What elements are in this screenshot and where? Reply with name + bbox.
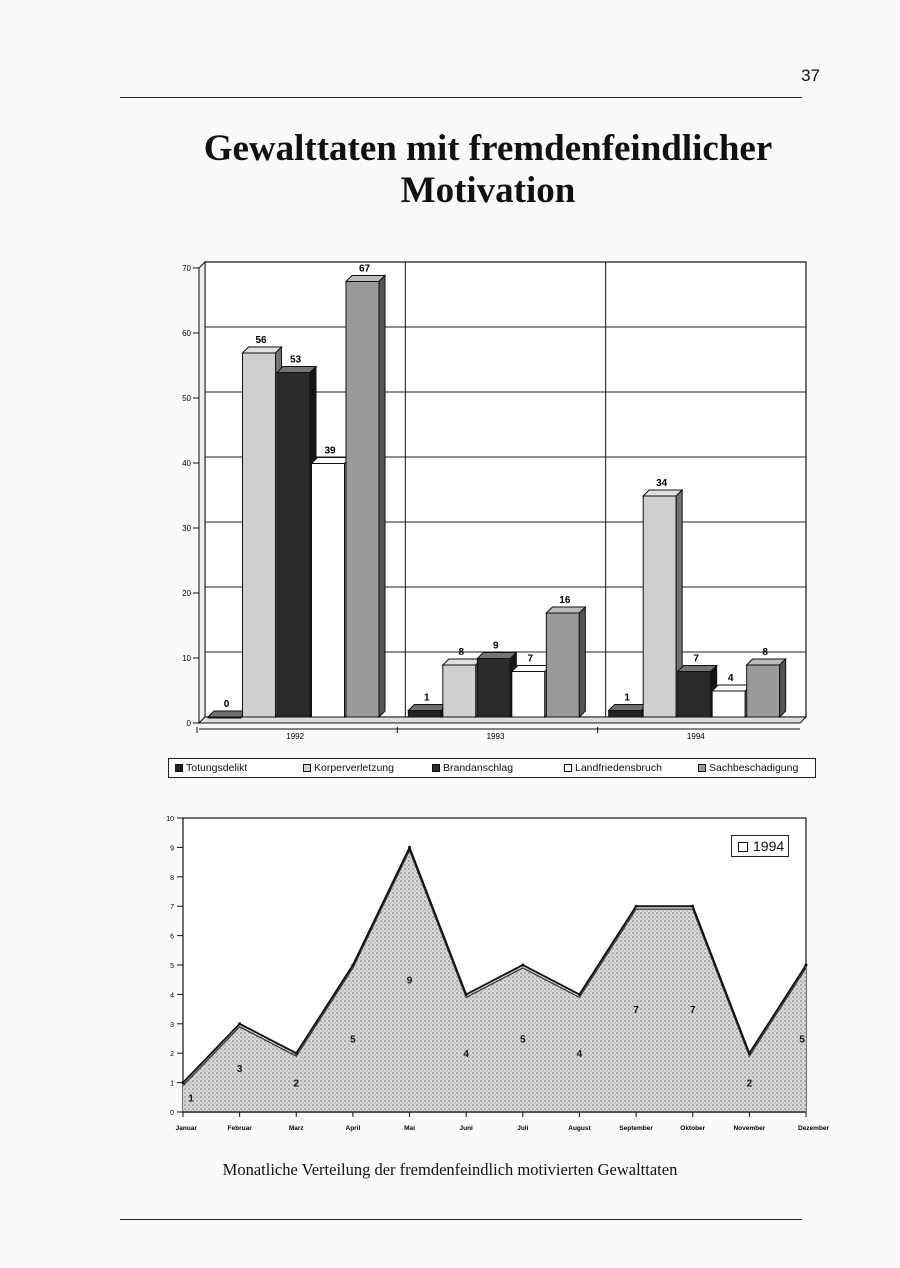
area-tick-label-y-4: 4 [170, 992, 174, 1000]
title-line-1: Gewalttaten mit fremdenfeindlicher [203, 128, 773, 169]
data-label-1992-Korperverletzung: 56 [255, 335, 267, 346]
area-point-September [635, 905, 638, 908]
data-label-1992-Totungsdelikt: 0 [223, 699, 230, 710]
area-data-label-Oktober: 7 [689, 1005, 696, 1017]
chart-caption: Monatliche Verteilung der fremdenfeindlich motivierten Gewalttaten [222, 1160, 678, 1179]
area-tick-label-x-April: April [345, 1125, 361, 1132]
area-data-label-Februar: 3 [236, 1063, 243, 1075]
tick-label-y-50: 50 [182, 394, 191, 403]
area-tick-label-y-6: 6 [170, 933, 174, 941]
data-label-1993-Totungsdelikt: 1 [424, 692, 430, 704]
area-point-August [578, 993, 581, 996]
title-line-2: Motivation [400, 170, 576, 211]
area-data-label-April: 5 [350, 1034, 356, 1046]
area-data-label-Januar: 1 [188, 1093, 194, 1105]
data-label-1992-Landfriedensbruch: 39 [324, 445, 336, 457]
legend-label-1994: 1994 [753, 838, 785, 854]
tick-label-x-1993: 1993 [486, 732, 505, 741]
area-data-label-Marz: 2 [293, 1078, 300, 1090]
tick-label-y-60: 60 [182, 329, 191, 338]
area-tick-label-y-8: 8 [170, 874, 174, 882]
area-point-Mai [408, 846, 411, 849]
tick-label-y-70: 70 [182, 264, 191, 273]
data-label-1994-Totungsdelikt: 1 [624, 692, 630, 704]
area-data-label-November: 2 [746, 1078, 753, 1090]
data-label-1994-Korperverletzung: 34 [656, 478, 668, 489]
bottom-rule [120, 1219, 802, 1220]
legend-swatch-1994 [738, 842, 748, 852]
area-tick-label-x-August: August [568, 1125, 591, 1132]
area-tick-label-x-Januar: Januar [175, 1125, 197, 1132]
area-point-Dezember [805, 964, 808, 967]
area-data-label-Mai: 9 [406, 975, 413, 987]
area-data-label-August: 4 [576, 1049, 583, 1061]
area-tick-label-y-7: 7 [170, 904, 174, 912]
area-data-label-September: 7 [633, 1005, 639, 1017]
area-tick-label-x-Oktober: Oktober [680, 1125, 706, 1132]
tick-label-x-1992: 1992 [286, 732, 305, 741]
area-point-Februar [238, 1022, 241, 1025]
area-tick-label-y-9: 9 [170, 845, 174, 853]
data-label-1993-Brandanschlag: 9 [493, 640, 499, 652]
legend-label-Sachbeschadigung: Sachbeschadigung [709, 762, 799, 774]
tick-label-y-0: 0 [186, 719, 191, 728]
legend-label-Korperverletzung: Korperverletzung [314, 762, 394, 774]
tick-label-y-40: 40 [182, 459, 191, 468]
data-label-1993-Landfriedensbruch: 7 [527, 653, 534, 665]
area-point-Juni [465, 993, 468, 996]
data-label-1992-Brandanschlag: 53 [289, 354, 302, 366]
page-number: 37 [801, 66, 820, 85]
area-tick-label-x-September: September [619, 1125, 653, 1132]
area-tick-label-x-Juni: Juni [459, 1125, 473, 1132]
area-point-Marz [295, 1052, 298, 1055]
area-tick-label-x-Mai: Mai [404, 1125, 415, 1132]
data-label-1994-Landfriedensbruch: 4 [727, 673, 734, 684]
area-tick-label-x-Marz: Marz [288, 1125, 304, 1132]
data-label-1993-Korperverletzung: 8 [458, 647, 465, 658]
area-data-label-Dezember: 5 [799, 1034, 805, 1046]
area-point-Juli [521, 964, 524, 967]
tick-label-y-10: 10 [182, 654, 191, 663]
area-tick-label-y-10: 10 [166, 816, 174, 823]
area-data-label-Juli: 5 [520, 1034, 526, 1046]
area-chart-legend [731, 835, 789, 857]
area-tick-label-x-Februar: Februar [227, 1125, 252, 1132]
area-tick-label-y-1: 1 [170, 1080, 174, 1088]
data-label-1994-Sachbeschadigung: 8 [762, 647, 768, 658]
legend-label-Brandanschlag: Brandanschlag [443, 762, 514, 774]
area-point-Oktober [691, 905, 694, 908]
legend-label-Landfriedensbruch: Landfriedensbruch [575, 762, 662, 774]
area-tick-label-y-5: 5 [170, 963, 174, 970]
tick-label-y-30: 30 [182, 524, 191, 533]
area-tick-label-x-Juli: Juli [517, 1125, 529, 1132]
data-label-1993-Sachbeschadigung: 16 [559, 595, 571, 606]
area-tick-label-y-2: 2 [170, 1051, 174, 1059]
area-point-November [748, 1052, 751, 1055]
area-tick-label-x-Dezember: Dezember [798, 1125, 830, 1132]
area-tick-label-x-November: November [733, 1125, 766, 1132]
data-label-1994-Brandanschlag: 7 [693, 653, 699, 665]
data-label-1992-Sachbeschadigung: 67 [358, 263, 371, 275]
area-tick-label-y-3: 3 [170, 1021, 174, 1029]
tick-label-x-1994: 1994 [686, 732, 705, 741]
area-point-April [351, 964, 354, 967]
area-tick-label-y-0: 0 [170, 1110, 174, 1117]
area-data-label-Juni: 4 [463, 1049, 469, 1061]
tick-label-y-20: 20 [182, 589, 191, 598]
legend-label-Totungsdelikt: Totungsdelikt [186, 762, 248, 774]
